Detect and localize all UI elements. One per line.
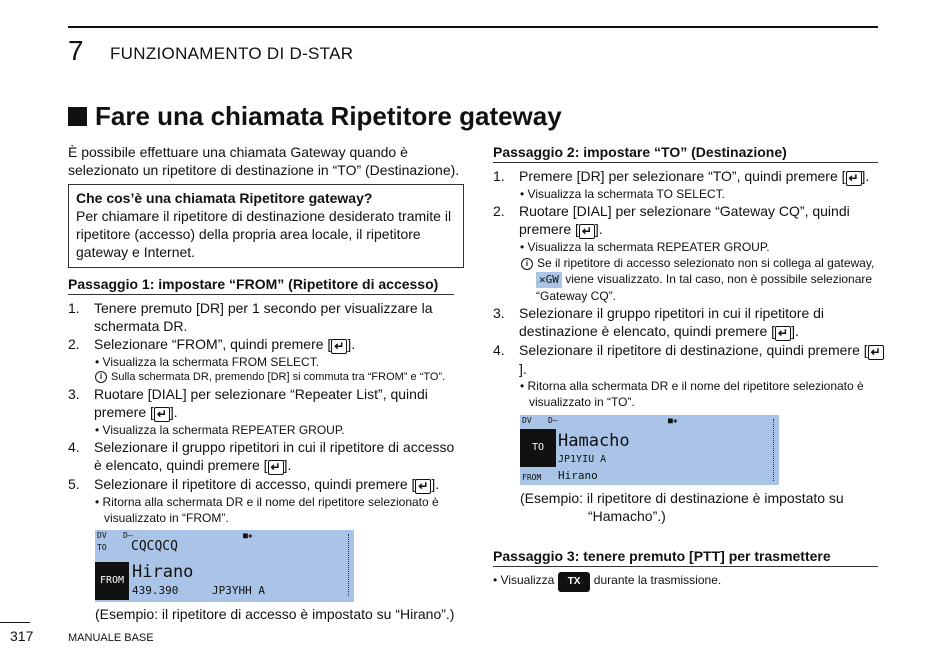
no-gateway-icon: ✕GW (536, 272, 562, 288)
enter-key-icon: ↵ (415, 479, 431, 494)
enter-key-icon: ↵ (775, 326, 791, 341)
step3-section (493, 548, 878, 592)
page-number: 317 (10, 628, 34, 644)
enter-key-icon: ↵ (846, 171, 862, 186)
lcd-to-label: TO (520, 429, 556, 467)
step-detail: • Visualizza la schermata REPEATER GROUP. (95, 423, 345, 437)
lcd-from-label: FROM (95, 562, 129, 600)
footer-rule (0, 622, 30, 623)
enter-key-icon: ↵ (268, 460, 284, 475)
lcd-caption-from: (Esempio: il ripetitore di accesso è impostato su “Hirano”.) (95, 606, 455, 622)
step2-heading: Passaggio 2: impostare “TO” (Destinazione) (493, 144, 878, 163)
step-detail: • Visualizza la schermata REPEATER GROUP. (520, 240, 770, 254)
lcd-from-label: FROM (522, 473, 542, 482)
lcd-callsign: JP3YHH A (212, 584, 265, 597)
list-item: 1. Premere [DR] per selezionare “TO”, quindi premere [ ↵ ]. (493, 168, 870, 185)
step1-section (68, 276, 454, 526)
list-item: 5. Selezionare il ripetitore di accesso, quindi premere [ ↵ ]. (68, 476, 440, 493)
info-box-heading: Che cos’è una chiamata Ripetitore gateway? (76, 190, 373, 206)
lcd-scrollbar (348, 534, 352, 596)
list-item: 1. Tenere premuto [DR] per 1 secondo per visualizzare la schermata DR. (68, 300, 433, 334)
lcd-repeater-name: Hamacho (558, 431, 630, 451)
step3-heading: Passaggio 3: tenere premuto [PTT] per trasmettere (493, 548, 878, 567)
lcd-from-value: Hirano (558, 469, 598, 482)
lcd-screen-from (95, 530, 354, 602)
page-title (68, 101, 562, 132)
info-icon: i (521, 258, 533, 270)
lcd-mode: DV (97, 531, 107, 540)
list-item: 4. Selezionare il ripetitore di destinazione, quindi premere [ ↵]. (493, 341, 885, 378)
step-detail: • Visualizza la schermata FROM SELECT. (95, 355, 320, 369)
list-item: 2. Selezionare “FROM”, quindi premere [ ↵ ]. (68, 336, 356, 353)
lcd-mode: DV (522, 416, 532, 425)
signal-icon: ■✚ (668, 416, 678, 425)
header-rule (68, 26, 878, 28)
list-item: 2. Ruotare [DIAL] per selezionare “Gateway CQ”, quindi premere [ ↵ ]. (493, 203, 850, 238)
lcd-screen-to (520, 415, 779, 485)
chapter-number: 7 (68, 35, 84, 66)
manual-name: MANUALE BASE (68, 632, 154, 644)
lcd-d: D– (123, 531, 133, 540)
info-box-text: Per chiamare il ripetitore di destinazione desiderato tramite il ripetitore (accesso) della propria area locale, il ripetitore gateway e Internet. (76, 208, 452, 260)
enter-key-icon: ↵ (579, 224, 595, 239)
step2-section (493, 144, 881, 410)
enter-key-icon: ↵ (154, 407, 170, 422)
step-note: i Sulla schermata DR, premendo [DR] si commuta tra “FROM” e “TO”. (68, 370, 460, 385)
enter-key-icon: ↵ (868, 345, 884, 360)
signal-icon: ■✚ (243, 531, 253, 540)
lcd-repeater-name: Hirano (132, 562, 194, 582)
list-item: 3. Ruotare [DIAL] per selezionare “Repeater List”, quindi premere [ ↵ ]. (68, 386, 428, 421)
tx-icon: TX (558, 572, 591, 592)
step3-text: • Visualizza TX durante la trasmissione. (493, 571, 878, 592)
chapter-title: FUNZIONAMENTO DI D-STAR (110, 44, 354, 63)
step-detail: • Ritorna alla schermata DR e il nome del ripetitore selezionato è visualizzato in “FROM”. (95, 495, 439, 525)
intro-paragraph: È possibile effettuare una chiamata Gateway quando è selezionato un ripetitore di destinazione in “TO” (Destinazione). (68, 144, 460, 178)
list-item: 3. Selezionare il gruppo ripetitori in cui il ripetitore di destinazione è elencato, quindi premere [ ↵ ]. (493, 305, 825, 340)
lcd-to-value: CQCQCQ (131, 539, 178, 554)
lcd-callsign: JP1YIU A (558, 454, 607, 465)
square-bullet-icon (68, 107, 87, 126)
info-box (68, 184, 464, 268)
info-icon: i (95, 371, 107, 383)
lcd-to-label: TO (97, 543, 107, 552)
enter-key-icon: ↵ (331, 339, 347, 354)
step-detail: • Visualizza la schermata TO SELECT. (520, 187, 725, 201)
lcd-frequency: 439.390 (132, 584, 179, 597)
step-detail: • Ritorna alla schermata DR e il nome del ripetitore selezionato è visualizzato in “TO”. (520, 379, 864, 409)
lcd-scrollbar (773, 419, 777, 481)
lcd-d: D– (548, 416, 558, 425)
step1-heading: Passaggio 1: impostare “FROM” (Ripetitore di accesso) (68, 276, 454, 295)
step-note: i Se il ripetitore di accesso selezionato non si collega al gateway, ✕GW viene visualizzato. In tal caso, non è possibile selezionare “Gateway CQ”. (493, 255, 885, 304)
lcd-caption-to: (Esempio: il ripetitore di destinazione è impostato su “Hamacho”.) (520, 490, 844, 524)
page-title-text: Fare una chiamata Ripetitore gateway (95, 101, 562, 131)
list-item: 4. Selezionare il gruppo ripetitori in cui il ripetitore di accesso è elencato, quindi premere [ ↵ ]. (68, 439, 455, 474)
